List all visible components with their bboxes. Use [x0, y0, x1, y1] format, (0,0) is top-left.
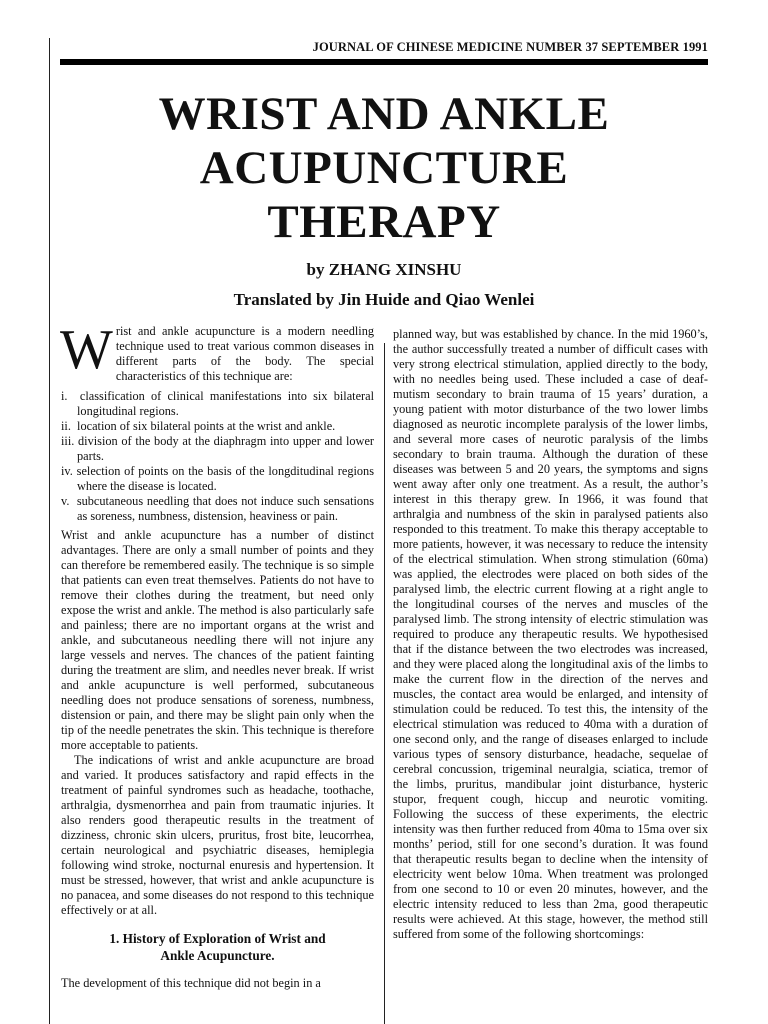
history-paragraph-continued: planned way, but was established by chance. In the mid 1960’s, the author successfully treated a number of difficult cases with very strong electrical stimulation, applied directly to the body, with no needles being used. These included a case of deaf-mutism secondary to brain trauma of 15 years’ duration, a young patient with motor disturbance of the two lower limbs diagnosed as neurotic incomplete paralysis of the lower limbs, and several more cases of neurotic paralysis of the limbs secondary to brain trauma. Although the duration of these diseases was between 5 and 20 years, the symptoms and signs went away after only one treatment. As a result, the author’s interest in this therapy grew. In 1966, it was found that arthralgia and numbness of the skin in paralysed patients also responded to this treatment. To make this therapy acceptable to more patients, however, it was necessary to reduce the intensity of the electrical stimulation. When strong stimulation (60ma) was applied, the electrodes were placed on both sides of the paralysed limb, the electric current flowing at a right angle to the longitudinal courses of the nerves and muscles of the paralysed limb. The strong intensity of electric stimulation was required to produce any therapeutic results. We hypothesised that if the distance between the two electrodes was increased, and they were placed along the longitudinal axis of the limbs to make the current flow in the direction of the nerves and muscles, the contact area would be enlarged, and intensity of stimulation could be reduced. To test this, the intensity of the electrical stimulation was reduced to 40ma with a duration of one second only, and the range of diseases enlarged to include various types of sensory disturbance, headache, sequelae of cerebral concussion, trigeminal neuralgia, sciatica, tremor of the limbs, pruritus, mandibular joint disturbance, hysteric stupor, frequent cough, hiccup and neurotic vomiting. Following the success of these experiments, the electric intensity was then further reduced from 40ma to 15ma over six months’ period, still for one second’s duration. It was found that therapeutic results began to decline when the intensity of electricity went below 10ma. When treatment was prolonged from one second to 10 or even 20 minutes, however, and the electric intensity reduced to less than 2ma, good therapeutic results were achieved. At this stage, however, the method still suffered from some of the following shortcomings: [393, 327, 708, 941]
drop-cap: W [60, 319, 113, 381]
section-heading [61, 930, 374, 964]
title-line-1: WRIST AND ANKLE [158, 88, 610, 140]
advantages-paragraph: Wrist and ankle acupuncture has a number of distinct advantages. There are only a small number of points and they can therefore be remembered easily. The technique is so simple that patients can even treat themselves. Patients do not have to remove their clothes during the treatment, but need only expose the wrist and ankle. The method is also particularly safe and painless; there are no important organs at the wrist and ankle, and subcutaneous needling there will not injure any large vessels and nerves. The chances of the patient fainting during the treatment are slim, and needles never break. If wrist and ankle acupuncture is well performed, subcutaneous needling does not produce sensations of soreness, numbness, distension or pain, and there may be slight pain only when the tip of the needle penetrates the skin. This technique is therefore more acceptable to patients. [61, 528, 374, 752]
article-title [60, 87, 708, 249]
list-item: i. classification of clinical manifestations into six bilateral longitudinal regions. [61, 389, 374, 418]
list-item: iii. division of the body at the diaphragm into upper and lower parts. [61, 434, 374, 463]
section-heading-line-1: 1. History of Exploration of Wrist and [109, 931, 326, 946]
left-margin-rule [49, 38, 50, 1024]
list-item: v. subcutaneous needling that does not induce such sensations as soreness, numbness, distension, heaviness or pain. [61, 494, 374, 523]
intro-paragraph [60, 319, 374, 384]
left-column [60, 319, 374, 991]
characteristics-list [61, 389, 374, 524]
translator-credit: Translated by Jin Huide and Qiao Wenlei [233, 290, 535, 309]
history-paragraph-start: The development of this technique did not begin in a [61, 976, 321, 990]
author-byline: by ZHANG XINSHU [306, 260, 462, 279]
section-heading-line-2: Ankle Acupuncture. [160, 948, 275, 963]
title-line-3: THERAPY [267, 196, 501, 248]
right-column [393, 327, 708, 942]
header-divider [60, 59, 708, 65]
intro-text: rist and ankle acupuncture is a modern needling technique used to treat various common diseases in different parts of the body. The special characteristics of this technique are: [115, 324, 374, 383]
column-divider [384, 343, 385, 1024]
indications-paragraph: The indications of wrist and ankle acupuncture are broad and varied. It produces satisfactory and rapid effects in the treatment of painful syndromes such as headache, toothache, arthralgia, dysmenorrhea and pain from traumatic injuries. It also renders good therapeutic results in the treatment of dizziness, chronic skin ulcers, pruritus, frost bite, leucorrhea, certain neurological and psychiatric diseases, hemiplegia following wind stroke, nocturnal enuresis and hypertension. It must be stressed, however, that wrist and ankle acupuncture is no panacea, and some diseases do not respond to this technique effectively or at all. [61, 753, 374, 917]
title-line-2: ACUPUNCTURE [199, 142, 569, 194]
list-item: ii. location of six bilateral points at the wrist and ankle. [61, 419, 336, 433]
journal-header: JOURNAL OF CHINESE MEDICINE NUMBER 37 SEPTEMBER 1991 [312, 40, 708, 54]
list-item: iv. selection of points on the basis of the longditudinal regions where the disease is located. [61, 464, 374, 493]
